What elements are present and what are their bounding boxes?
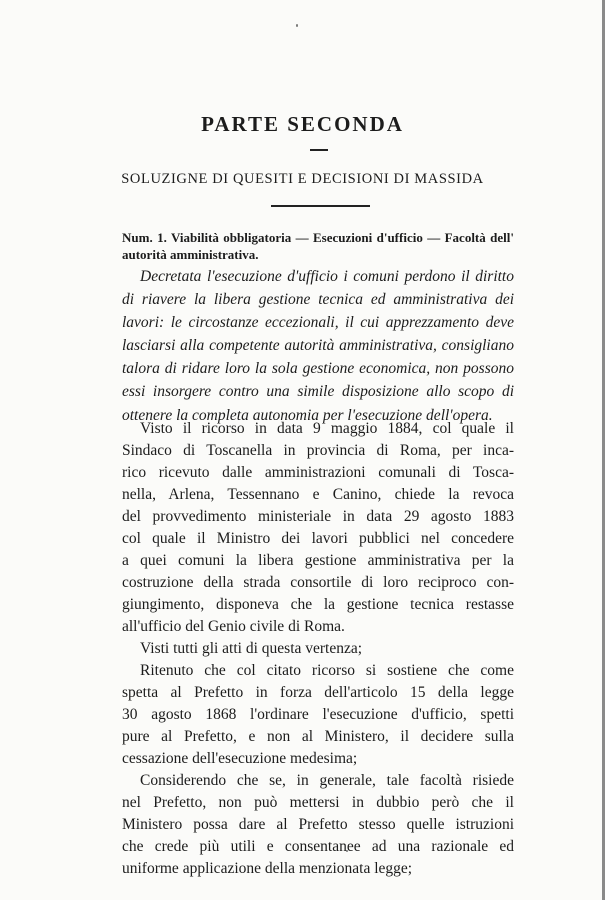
body-line: spetta al Prefetto in forza dell'articolo 15 della legge [122, 684, 514, 701]
body-line: che crede più utili e consentanee ad una razionale ed [122, 838, 514, 855]
body-line: Sindaco di Toscanella in provincia di Roma, per inca- [122, 442, 514, 459]
body-line: Ministero possa dare al Prefetto stesso quelle istruzioni [122, 816, 514, 833]
body-line: pure al Prefetto, e non al Ministero, il decidere sulla [122, 728, 514, 745]
body-line: Visto il ricorso in data 9 maggio 1884, col quale il [140, 420, 514, 437]
ink-speck [296, 24, 298, 27]
body-line: Ritenuto che col citato ricorso si sostiene che come [140, 662, 514, 679]
body-line: nella, Arlena, Tessennano e Canino, chiede la revoca [122, 486, 514, 503]
body-line: Considerendo che se, in generale, tale facoltà risiede [140, 772, 514, 789]
body-line: giungimento, disponeva che la gestione tecnica restasse [122, 596, 514, 613]
title-rule [310, 149, 328, 151]
section-rule [271, 205, 370, 207]
body-line: cessazione dell'esecuzione medesima; [122, 750, 358, 767]
body-line: costruzione della strada consortile di loro reciproco con- [122, 574, 514, 591]
decision-heading: Num. 1. Viabilità obbligatoria — Esecuzioni d'ufficio — Facoltà dell' autorità amministrativa. [122, 230, 514, 262]
decision-abstract: Decretata l'esecuzione d'ufficio i comuni perdono il diritto di riavere la libera gestione tecnica ed amministrativa dei lavori: le circostanze eccezionali, il cui apprezzamento deve lasciarsi alla competente autorità amministrativa, consigliano talora di ridare loro la sola gestione economica, non possono essi insorgere contro una simile disposizione allo scopo di ottenere la completa autonomia per l'esecuzione dell'opera. [122, 268, 514, 424]
section-subtitle: SOLUZIGNE DI QUESITI E DECISIONI DI MASSIDA [121, 171, 484, 187]
body-line: rico ricevuto dalle amministrazioni comunali di Tosca- [122, 464, 514, 481]
body-line: nel Prefetto, non può mettersi in dubbio però che il [122, 794, 514, 811]
body-line: a quei comuni la libera gestione amministrativa per la [122, 552, 514, 569]
body-line: all'ufficio del Genio civile di Roma. [122, 618, 345, 635]
body-line: del provvedimento ministeriale in data 29 agosto 1883 [122, 508, 514, 525]
body-line: col quale il Ministro dei lavori pubblici nel concedere [122, 530, 514, 547]
part-title: PARTE SECONDA [201, 112, 404, 136]
body-line: 30 agosto 1868 l'ordinare l'esecuzione d'ufficio, spetti [122, 706, 514, 723]
body-line: uniforme applicazione della menzionata legge; [122, 860, 413, 877]
body-line: Visti tutti gli atti di questa vertenza; [140, 640, 363, 657]
